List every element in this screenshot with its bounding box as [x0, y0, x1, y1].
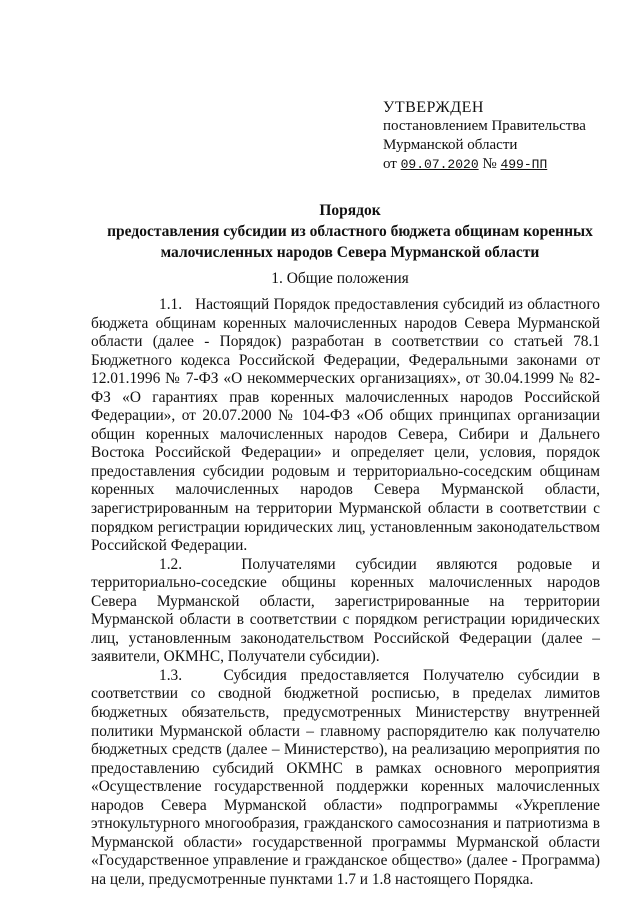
paragraph-1-3	[91, 667, 600, 890]
document-title	[100, 200, 600, 263]
approval-title: УТВЕРЖДЕН	[383, 99, 484, 116]
paragraph-number: 1.1.	[159, 296, 183, 313]
approval-number-sign: №	[482, 156, 497, 172]
paragraph-number: 1.2.	[159, 555, 183, 573]
paragraph-text: Субсидия предоставляется Получателю субсидии в соответствии со сводной бюджетной росписью, в пределах лимитов бюджетных обязательств, предусмотренных Министерству внутренней политики Мурманской области – главному распорядителю как получателю бюджетных средств (далее – Министерство), на реализацию мероприятия по предоставлению субсидий ОКМНС в рамках основного мероприятия «Осуществление государственной поддержки коренных малочисленных народов Севера Мурманской области» подпрограммы «Укрепление этнокультурного многообразия, гражданского самосознания и патриотизма в Мурманской области» государственной программы Мурманской области «Государственное управление и гражданское общество» (далее - Программа) на цели, предусмотренные пунктами 1.7 и 1.8 настоящего Порядка.	[91, 666, 601, 888]
approval-date-prefix: от	[383, 156, 397, 172]
title-line-2: предоставления субсидии из областного бюджета общинам коренных	[107, 223, 593, 240]
approval-line-1: постановлением Правительства	[383, 118, 586, 134]
approval-date: 09.07.2020	[400, 157, 479, 172]
paragraph-number: 1.3.	[159, 666, 183, 684]
paragraph-text: Получателями субсидии являются родовые и территориально-соседские общины коренных малочисленных народов Севера Мурманской области, зарегистрированные на территории Мурманской области в соответствии с порядком регистрации юридических лиц, установленным законодательством Российской Федерации (далее – заявители, ОКМНС, Получатели субсидии).	[91, 555, 600, 666]
document-body	[91, 296, 600, 890]
approval-line-2: Мурманской области	[383, 137, 518, 153]
section-heading: 1. Общие положения	[271, 270, 409, 287]
approval-date-line	[383, 155, 586, 174]
approval-stamp	[383, 98, 586, 174]
approval-number: 499-ПП	[500, 157, 548, 172]
title-line-1: Порядок	[319, 202, 381, 219]
paragraph-1-2	[91, 556, 600, 667]
paragraph-text: Настоящий Порядок предоставления субсидий из областного бюджета общинам коренных малочисленных народов Севера Мурманской области (далее - Порядок) разработан в соответствии со статьей 78.1 Бюджетного кодекса Российской Федерации, Федеральными законами от 12.01.1996 № 7-ФЗ «О некоммерческих организациях», от 30.04.1999 № 82-ФЗ «О гарантиях прав коренных малочисленных народов Российской Федерации», от 20.07.2000 № 104-ФЗ «Об общих принципах организации общин коренных малочисленных народов Севера, Сибири и Дальнего Востока Российской Федерации» и определяет цели, условия, порядок предоставления субсидии родовым и территориально-соседским общинам коренных малочисленных народов Севера Мурманской области, зарегистрированным на территории Мурманской области в соответствии с порядком регистрации юридических лиц, установленным законодательством Российской Федерации.	[91, 296, 600, 555]
paragraph-1-1	[91, 296, 600, 556]
title-line-3: малочисленных народов Севера Мурманской области	[160, 244, 540, 261]
